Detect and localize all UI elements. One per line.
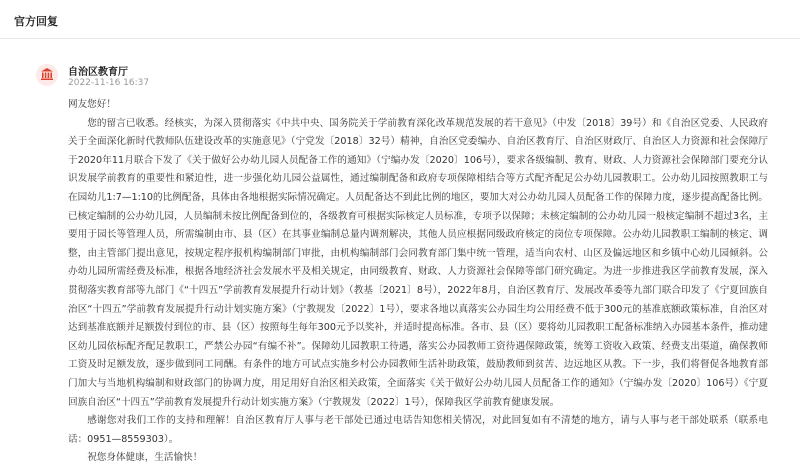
reply-content xyxy=(68,96,768,468)
panel-title: 官方回复 xyxy=(14,15,58,28)
reply-body: 您的留言已收悉。经核实，为深入贯彻落实《中共中央、国务院关于学前教育深化改革规范发展的若干意见》（中发〔2018〕39号）和《自治区党委、人民政府关于全面深化新时代教师队伍建设改革的实施意见》（宁党发〔2018〕32号）精神，自治区党委编办、自治区教育厅、自治区财政厅、自治区人力资源和社会保障厅于2020年11月联合下发了《关于做好公办幼儿园人员配备工作的通知》（宁编办发〔2020〕106号），要求各级编制、教育、财政、人力资源社会保障部门要充分认识发展学前教育的重要性和紧迫性，进一步强化幼儿园公益属性，通过编制配备和政府专项保障相结合等方式配齐配足公办幼儿园教职工。公办幼儿园按照教职工与在园幼儿1:7—1:10的比例配备，具体由各地根据实际情况确定。人员配备达不到此比例的地区，要加大对公办幼儿园人员配备工作的保障力度，逐步提高配备比例。已核定编制的公办幼儿园，人员编制未按比例配备到位的，各级教育可根据实际核定人员标准，专项予以保障；未核定编制的公办幼儿园一般核定编制不超过3名，主要用于园长等管理人员，所需编制由市、县（区）在其事业编制总量内调剂解决，其他人员应根据同级政府核定的岗位专项保障。公办幼儿园教职工编制的核定、调整，由主管部门提出意见，按规定程序报机构编制部门审批，由机构编制部门会同教育部门集中统一管理，适当向农村、山区及偏远地区和乡镇中心幼儿园倾斜。公办幼儿园所需经费及标准，根据各地经济社会发展水平及相关规定，由同级教育、财政、人力资源社会保障等部门研究确定。为进一步推进我区学前教育发展，深入贯彻落实教育部等九部门《“十四五”学前教育发展提升行动计划》（教基〔2021〕8号），2022年8月，自治区教育厅、发展改革委等九部门联合印发了《宁夏回族自治区“十四五”学前教育发展提升行动计划实施方案》（宁教规发〔2022〕1号），要求各地以真落实公办园生均公用经费不低于300元的基准底额政策标准，自治区对达到基准底额并足额拨付到位的市、县（区）按照每生每年300元予以奖补，并适时提高标准。各市、县（区）要将幼儿园教职工配备标准纳入办园基本条件，推动建区幼儿园依标配齐配足教职工，严禁公办园“有编不补”。保障幼儿园教职工待遇，落实公办园教师工资待遇保障政策，统筹工资收入政策、经费支出渠道，确保教师工资及时足额发放，逐步做到同工同酬。有条件的地方可试点实施乡村公办园教师生活补助政策，鼓励教师到贫苦、边远地区从教。下一步，我们将督促各地教育部门加大与当地机构编制和财政部门的协调力度，用足用好自治区相关政策，全面落实《关于做好公办幼儿园人员配备工作的通知》（宁编办发〔2020〕106号）《宁夏回族自治区“十四五”学前教育发展提升行动计划实施方案》（宁教规发〔2022〕1号），保障我区学前教育健康发展。 xyxy=(68,117,768,408)
thanks-paragraph: 感谢您对我们工作的支持和理解！自治区教育厅人事与老干部处已通过电话告知您相关情况，对此回复如有不清楚的地方，请与人事与老干部处联系（联系电话：0951—8559303）。 xyxy=(68,415,768,445)
reply-date: 2022-11-16 16:37 xyxy=(68,78,150,88)
government-building-icon xyxy=(40,66,54,85)
closing-paragraph: 祝您身体健康，生活愉快！ xyxy=(87,452,203,464)
divider xyxy=(0,38,800,39)
org-name[interactable]: 自治区教育厅 xyxy=(68,67,128,78)
avatar xyxy=(36,64,58,86)
greeting: 网友您好！ xyxy=(68,99,116,110)
